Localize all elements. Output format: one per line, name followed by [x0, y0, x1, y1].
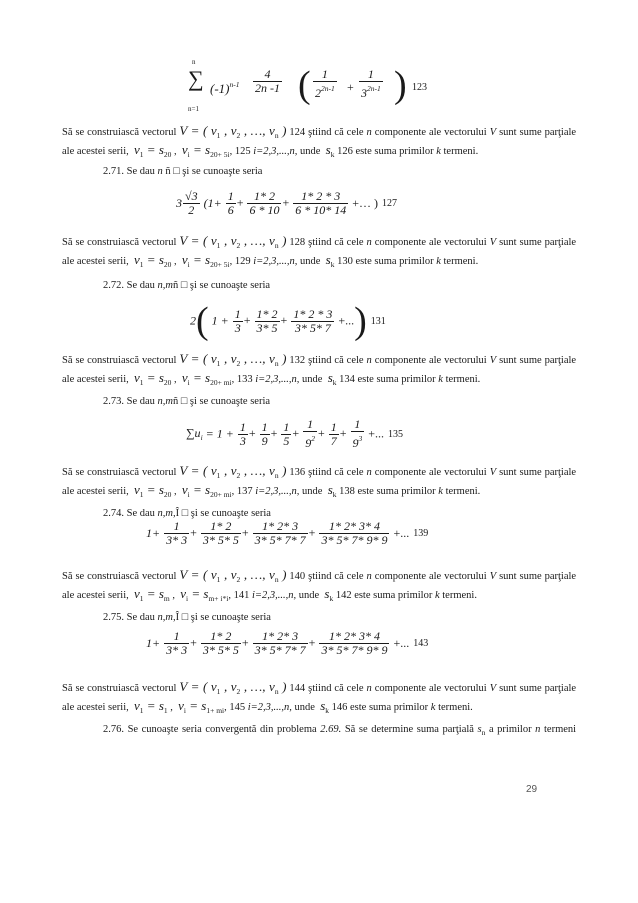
vector-statement-2: Să se construiască vectorul V = ( $v_1$ , $v_2$ , …, $v_n$ ) 128 ştiind că cele n componente ale vectorului V sunt sume parţiale [62, 233, 577, 250]
equation-135: $\sum u_i = 1$ + $\frac{1}{3}$ + $\frac{1}{9}$ + $\frac{1}{5}$ + $\frac{1}{9^2}$ + $\frac{1}{7}$ + $\frac{1}{9^3}$ +... 135 [186, 417, 404, 450]
problem-2-76: 2.76. Se cunoaşte seria convergentă din problema 2.69. Să se determine suma parţială $s_n$ a primilor n termeni [103, 724, 577, 737]
problem-2-71: 2.71. Se dau n ñ □ şi se cunoaşte seria [103, 166, 263, 177]
equation-127: 3 $\frac{√3}{2}$ (1+ $\frac{1}{6}$ + $\frac{1* 2}{6 * 10}$ + $\frac{1* 2 * 3}{6 * 10* 14}$ +… ) 127 [176, 189, 398, 217]
vector-statement-6: Să se construiască vectorul V = ( $v_1$ , $v_2$ , …, $v_n$ ) 144 ştiind că cele n componente ale vectorului V sunt sume parţiale [62, 679, 577, 696]
equation-139: 1+ $\frac{1}{3* 3}$ + $\frac{1* 2}{3* 5* 5}$ + $\frac{1* 2* 3}{3* 5* 7* 7}$ + $\frac{1* 2* 3* 4}{3* 5* 7* 9* 9}$ +... 139 [146, 519, 429, 547]
sign-term: (-1) [210, 81, 230, 96]
equation-143: 1+ $\frac{1}{3* 3}$ + $\frac{1* 2}{3* 5* 5}$ + $\frac{1* 2* 3}{3* 5* 7* 7}$ + $\frac{1* 2* 3* 4}{3* 5* 7* 9* 9}$ +... 143 [146, 629, 429, 657]
fraction-3: $\frac{1}{3^{2n-1}}$ [361, 67, 381, 100]
vector-statement-1: Să se construiască vectorul V = ( $v_1$ , $v_2$ , …, $v_n$ ) 124 ştiind că cele n componente ale vectorului V sunt sume parţiale [62, 123, 577, 140]
vector-definition-1: ale acestei serii, $v_1 = s_{20}$ , $v_i = s_{20+ 5i}$, 125 i=2,3,...,n, unde $s_k$ 126 este suma primilor k termeni. [62, 142, 479, 159]
vector-definition-5: ale acestei serii, $v_1 = s_m$ , $v_i = s_{m+ i*i}$, 141 i=2,3,...,n, unde $s_k$ 142 este suma primilor k termeni. [62, 586, 477, 603]
problem-2-74: 2.74. Se dau n,m,Î □ şi se cunoaşte seria [103, 508, 271, 519]
fraction-4: $\frac{4}{2n -1}$ [255, 67, 280, 95]
vector-definition-3: ale acestei serii, $v_1 = s_{20}$ , $v_i = s_{20+ mi}$, 133 i=2,3,...,n, unde $s_k$ 134 este suma primilor k termeni. [62, 370, 481, 387]
sum-upper-limit: n [192, 58, 196, 66]
page-number: 29 [526, 784, 538, 795]
vector-definition-4: ale acestei serii, $v_1 = s_{20}$ , $v_i = s_{20+ mi}$, 137 i=2,3,...,n, unde $s_k$ 138 este suma primilor k termeni. [62, 482, 481, 499]
fraction-2: $\frac{1}{2^{2n-1}}$ [315, 67, 335, 100]
equation-number: 123 [412, 82, 427, 93]
sign-exponent: n-1 [229, 80, 240, 89]
vector-definition-2: ale acestei serii, $v_1 = s_{20}$ , $v_i = s_{20+ 5i}$, 129 i=2,3,...,n, unde $s_k$ 130 este suma primilor k termeni. [62, 252, 479, 269]
sigma-symbol: ∑ [188, 66, 204, 91]
sum-lower-limit: n=1 [188, 105, 199, 113]
vector-statement-3: Să se construiască vectorul V = ( $v_1$ , $v_2$ , …, $v_n$ ) 132 ştiind că cele n componente ale vectorului V sunt sume parţiale [62, 351, 577, 368]
vector-statement-5: Să se construiască vectorul V = ( $v_1$ , $v_2$ , …, $v_n$ ) 140 ştiind că cele n componente ale vectorului V sunt sume parţiale [62, 567, 577, 584]
vector-statement-4: Să se construiască vectorul V = ( $v_1$ , $v_2$ , …, $v_n$ ) 136 ştiind că cele n componente ale vectorului V sunt sume parţiale [62, 463, 577, 480]
problem-2-73: 2.73. Se dau n,mñ □ şi se cunoaşte seria [103, 396, 271, 407]
equation-131: 2( 1 + $\frac{1}{3}$ + $\frac{1* 2}{3* 5}$ + $\frac{1* 2 * 3}{3* 5* 7}$ +...) 131 [190, 300, 386, 342]
problem-2-72: 2.72. Se dau n,mñ □ şi se cunoaşte seria [103, 280, 271, 291]
problem-2-75: 2.75. Se dau n,m,Î □ şi se cunoaşte seria [103, 612, 271, 623]
vector-definition-6: ale acestei serii, $v_1 = s_1$ , $v_i = s_{1+ mi}$, 145 i=2,3,...,n, unde $s_k$ 146 este suma primilor k termeni. [62, 698, 473, 715]
